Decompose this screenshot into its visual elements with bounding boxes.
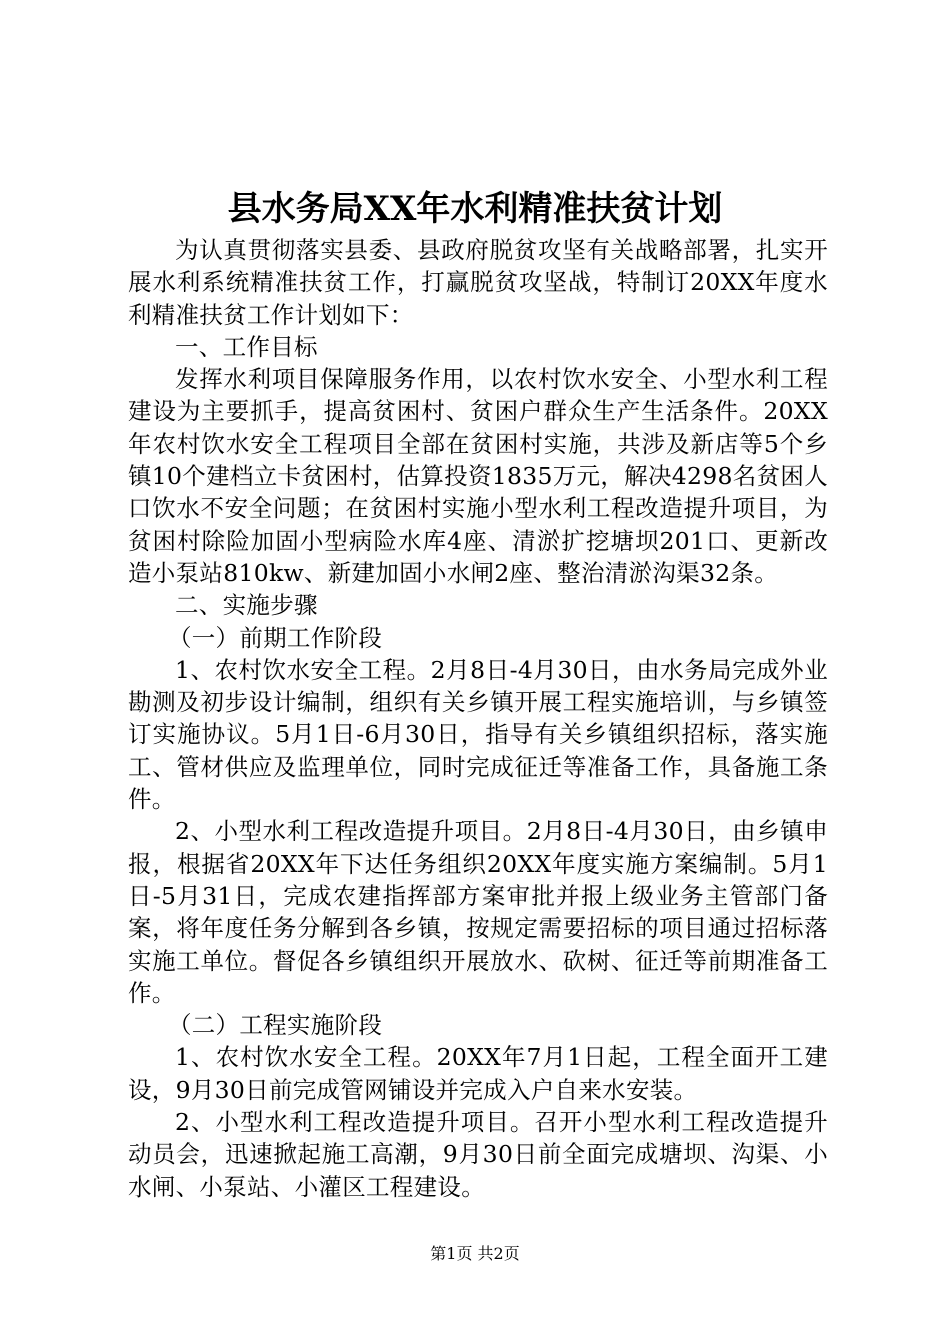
subheading-implementation: （二）工程实施阶段 [167,1011,383,1040]
implementation-item-1: 1、农村饮水安全工程。20XX年7月1日起，工程全面开工建设，9月30日前完成管网铺设并完成入户自来水安装。 [128,1043,828,1104]
section-heading-steps: 二、实施步骤 [175,591,318,620]
preliminary-item-2: 2、小型水利工程改造提升项目。2月8日-4月30日，由乡镇申报，根据省20XX年下达任务组织20XX年度实施方案编制。5月1日-5月31日，完成农建指挥部方案审批并报上级业务主管部门备案，将年度任务分解到各乡镇，按规定需要招标的项目通过招标落实施工单位。督促各乡镇组织开展放水、砍树、征迁等前期准备工作。 [128,817,828,1007]
preliminary-item-1: 1、农村饮水安全工程。2月8日-4月30日，由水务局完成外业勘测及初步设计编制，组织有关乡镇开展工程实施培训，与乡镇签订实施协议。5月1日-6月30日，指导有关乡镇组织招标，落实施工、管材供应及监理单位，同时完成征迁等准备工作，具备施工条件。 [128,655,828,814]
section-heading-goals: 一、工作目标 [175,332,318,361]
document-title: 县水务局XX年水利精准扶贫计划 [227,189,723,229]
goals-paragraph: 发挥水利项目保障服务作用，以农村饮水安全、小型水利工程建设为主要抓手，提高贫困村、贫困户群众生产生活条件。20XX年农村饮水安全工程项目全部在贫困村实施，共涉及新店等5个乡镇10个建档立卡贫困村，估算投资1835万元，解决4298名贫困人口饮水不安全问题；在贫困村实施小型水利工程改造提升项目，为贫困村除险加固小型病险水库4座、清淤扩挖塘坝201口、更新改造小泵站810kw、新建加固小水闸2座、整治清淤沟渠32条。 [128,365,828,587]
page-footer: 第1页 共2页 [430,1244,520,1263]
intro-paragraph: 为认真贯彻落实县委、县政府脱贫攻坚有关战略部署，扎实开展水利系统精准扶贫工作，打赢脱贫攻坚战，特制订20XX年度水利精准扶贫工作计划如下： [128,236,828,329]
implementation-item-2: 2、小型水利工程改造提升项目。召开小型水利工程改造提升动员会，迅速掀起施工高潮，9月30日前全面完成塘坝、沟渠、小水闸、小泵站、小灌区工程建设。 [128,1108,828,1201]
subheading-preliminary: （一）前期工作阶段 [167,623,383,652]
document-body [128,234,828,1203]
